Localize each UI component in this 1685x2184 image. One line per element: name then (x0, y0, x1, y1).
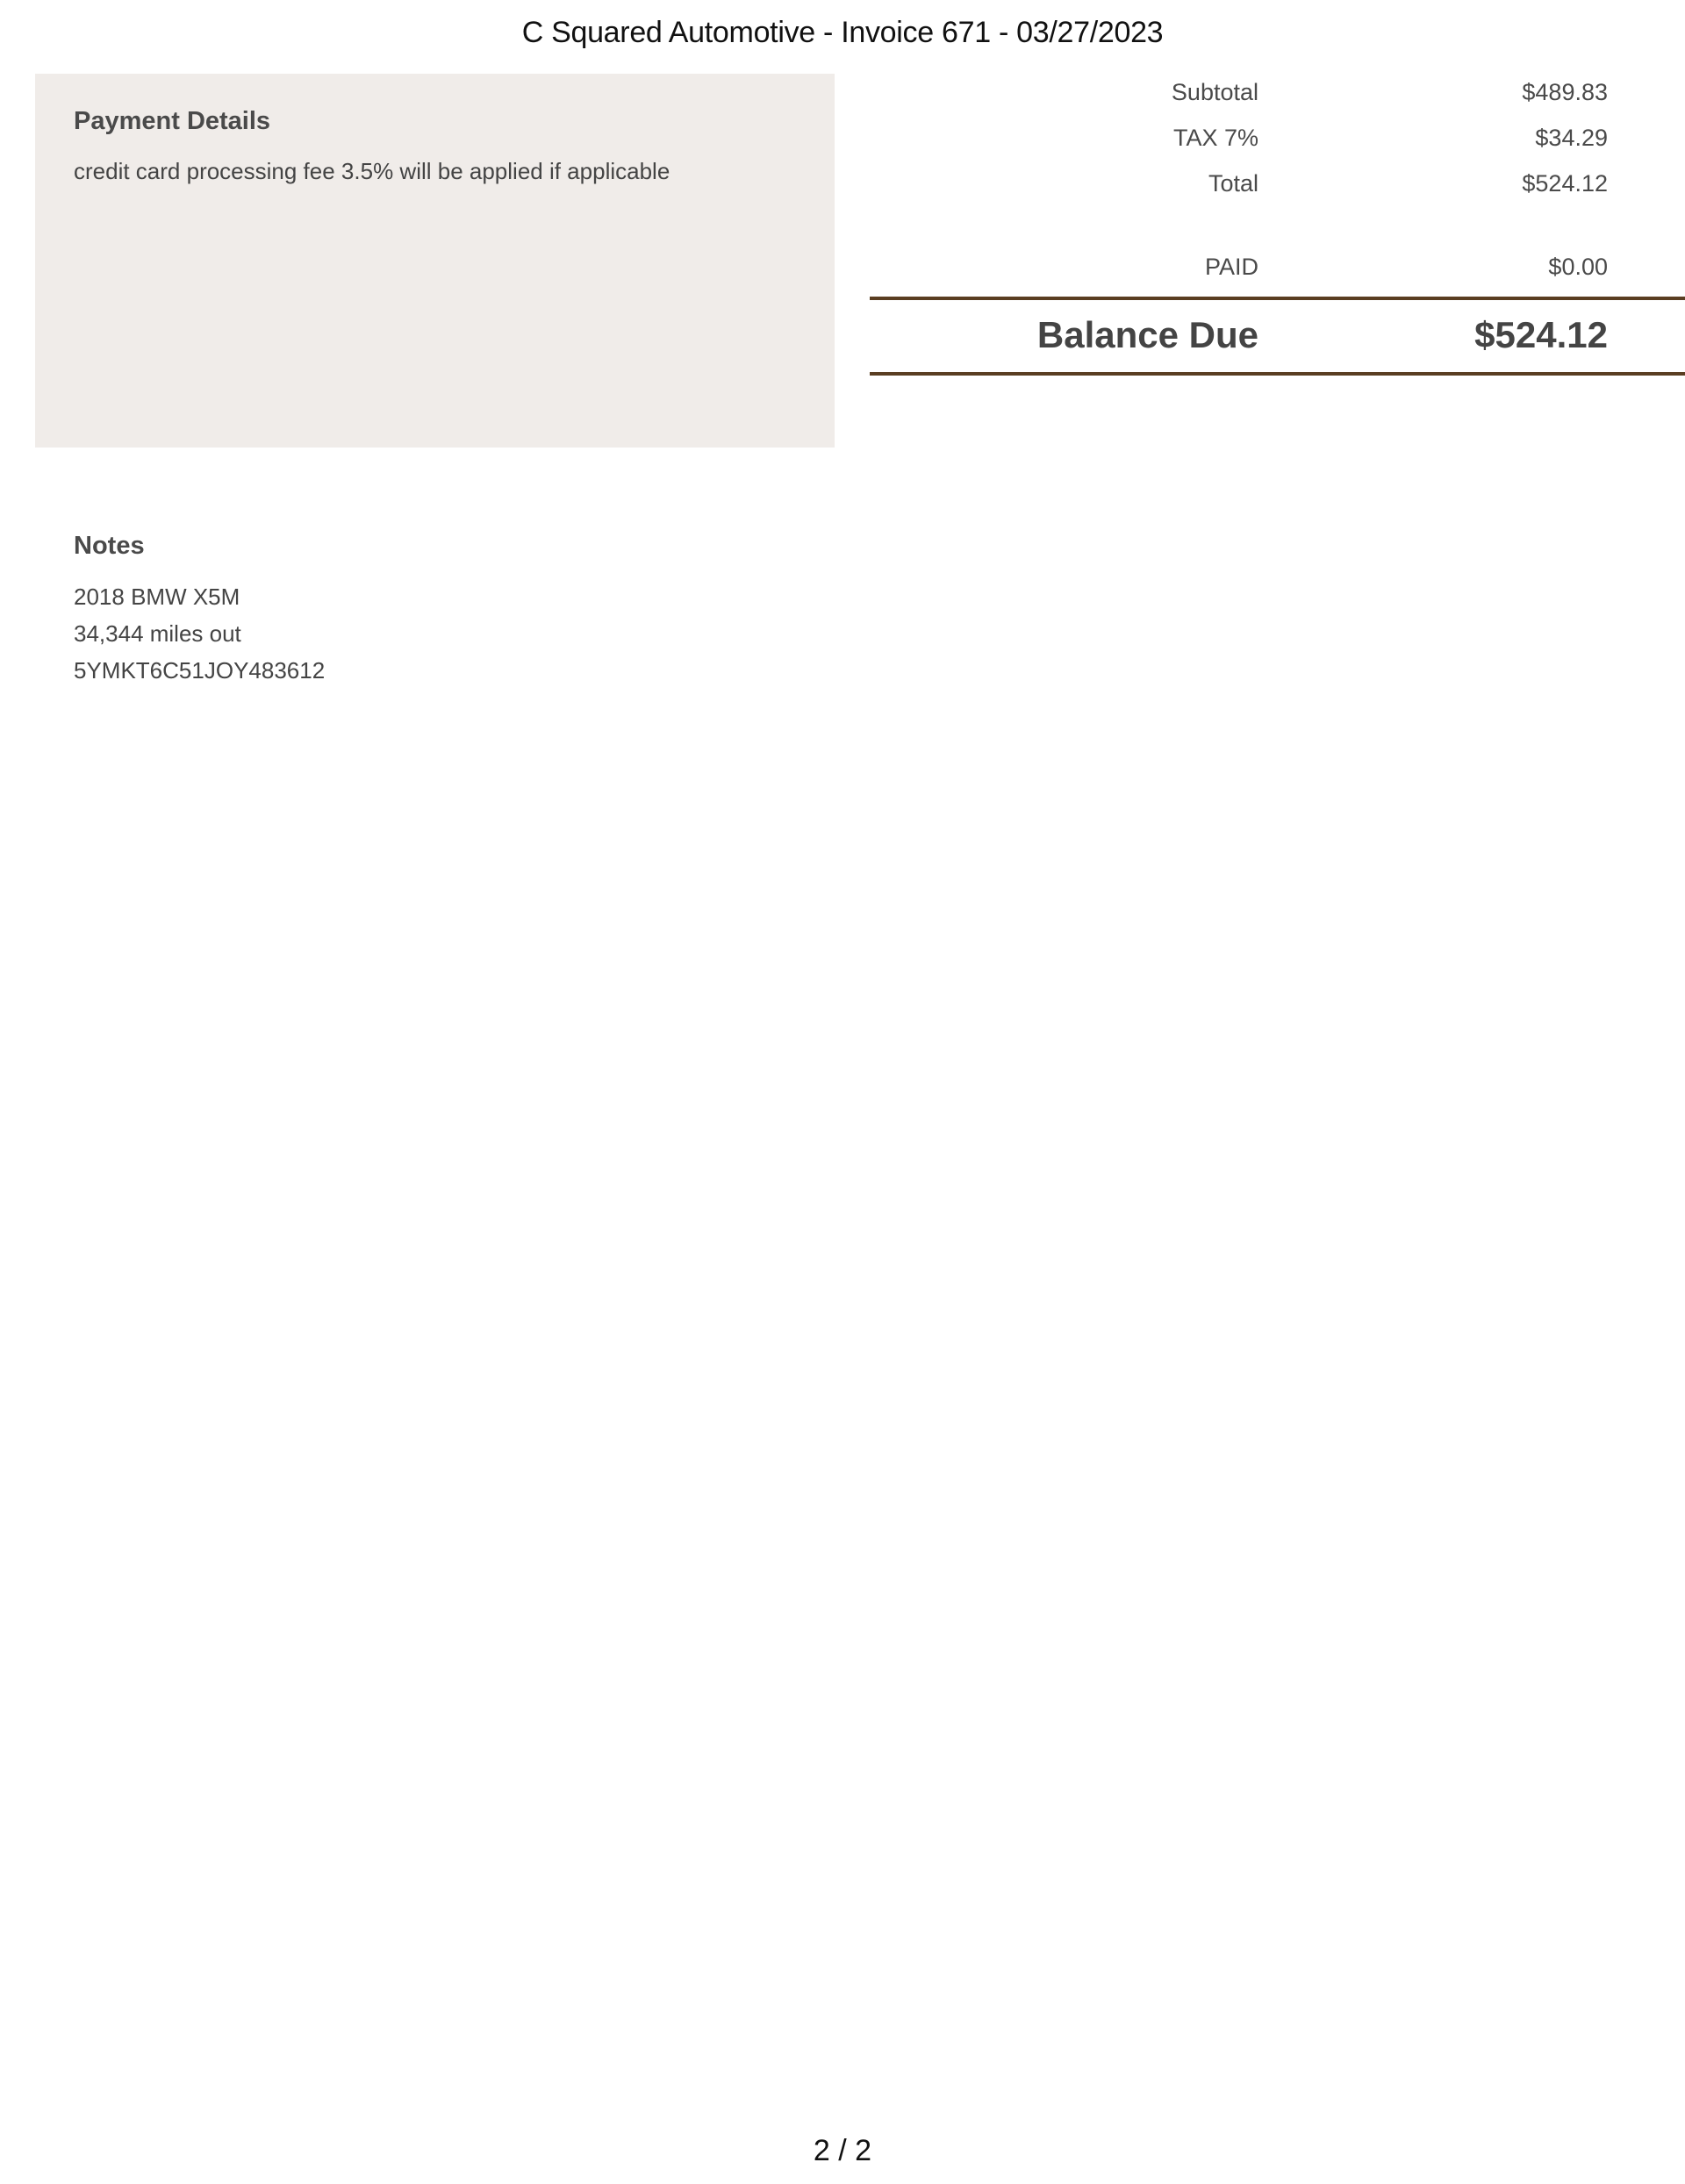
notes-line-vin: 5YMKT6C51JOY483612 (74, 657, 326, 684)
payment-details-title: Payment Details (74, 107, 271, 135)
balance-due-value: $524.12 (1474, 314, 1608, 355)
tax-label: TAX 7% (1172, 125, 1258, 151)
subtotal-label: Subtotal (1171, 79, 1258, 105)
balance-divider-top (870, 297, 1685, 300)
paid-value: $0.00 (1548, 254, 1608, 280)
notes-line-mileage: 34,344 miles out (74, 620, 241, 647)
payment-details-panel (35, 74, 835, 448)
payment-details-text: credit card processing fee 3.5% will be applied if applicable (74, 158, 670, 184)
page-number: 2 / 2 (813, 2134, 872, 2167)
subtotal-value: $489.83 (1522, 79, 1608, 105)
notes-line-vehicle: 2018 BMW X5M (74, 584, 240, 610)
notes-section (74, 532, 325, 689)
notes-title: Notes (74, 532, 145, 560)
total-label: Total (1208, 170, 1258, 197)
page-title: C Squared Automotive - Invoice 671 - 03/27/2023 (521, 16, 1164, 49)
balance-divider-bottom (870, 372, 1685, 376)
balance-due-label: Balance Due (1036, 314, 1258, 355)
paid-label: PAID (1204, 254, 1258, 280)
total-value: $524.12 (1522, 170, 1608, 197)
tax-value: $34.29 (1535, 125, 1608, 151)
